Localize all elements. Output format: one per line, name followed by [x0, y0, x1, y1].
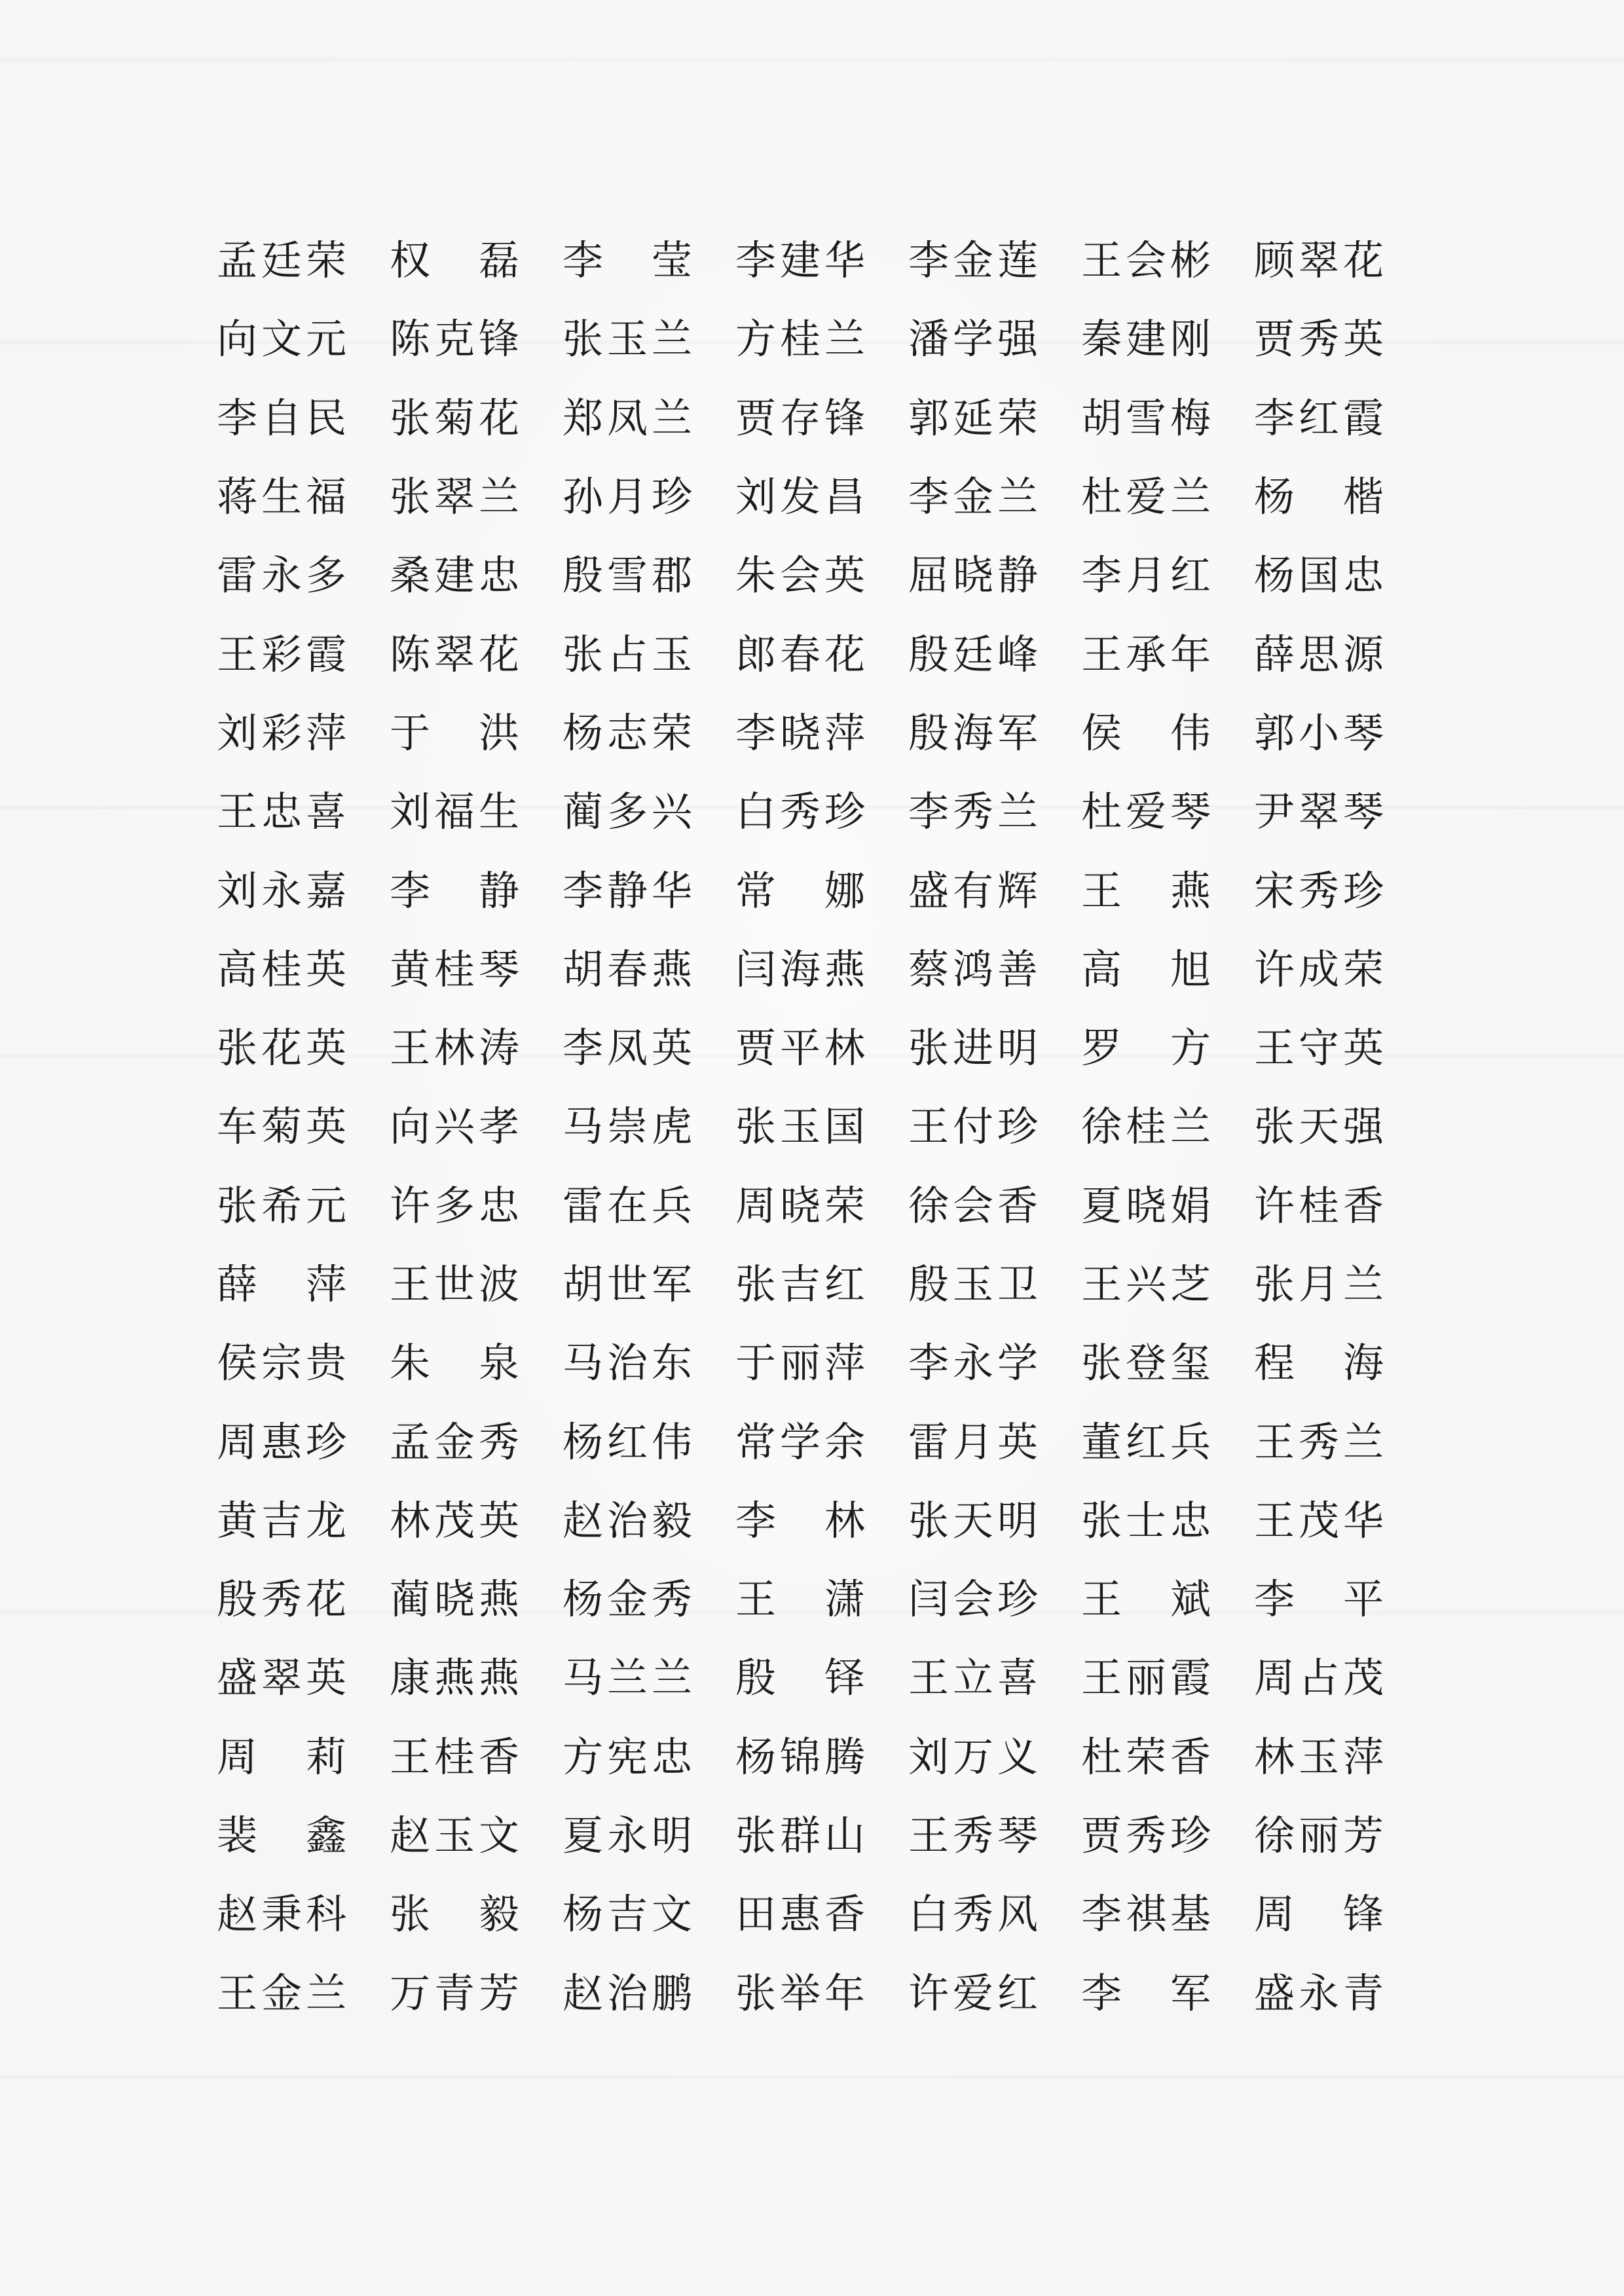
name-entry: 雷 永 多 [216, 551, 346, 600]
name-entry: 李 金 莲 [908, 236, 1038, 285]
name-entry: 张 菊 花 [389, 393, 519, 442]
name-entry: 李 军 [1080, 1969, 1211, 2017]
name-entry: 杨 金 秀 [562, 1575, 692, 1624]
name-entry: 高 桂 英 [216, 945, 346, 993]
name-entry: 殷 雪 郡 [562, 551, 692, 600]
name-entry: 周 锋 [1253, 1890, 1384, 1939]
name-entry: 盛 有 辉 [908, 866, 1038, 915]
name-entry: 白 秀 风 [908, 1890, 1038, 1939]
name-entry: 张 希 元 [216, 1181, 346, 1230]
name-entry: 周 惠 珍 [216, 1417, 346, 1466]
name-entry: 林 玉 萍 [1253, 1732, 1384, 1781]
name-entry: 顾 翠 花 [1253, 236, 1384, 285]
name-entry: 王 世 波 [389, 1260, 519, 1308]
name-entry: 李 月 红 [1080, 551, 1211, 600]
name-entry: 张 玉 兰 [562, 315, 692, 363]
name-entry: 刘 发 昌 [735, 473, 865, 521]
name-entry: 郎 春 花 [735, 630, 865, 678]
name-entry: 陈 翠 花 [389, 630, 519, 678]
name-entry: 赵 治 鹏 [562, 1969, 692, 2017]
name-entry: 李 凤 英 [562, 1024, 692, 1072]
name-entry: 白 秀 珍 [735, 788, 865, 836]
name-entry: 许 桂 香 [1253, 1181, 1384, 1230]
name-entry: 杨 吉 文 [562, 1890, 692, 1939]
name-entry: 蒋 生 福 [216, 473, 346, 521]
name-entry: 李 自 民 [216, 393, 346, 442]
name-entry: 于 洪 [389, 708, 519, 757]
name-entry: 殷 廷 峰 [908, 630, 1038, 678]
name-entry: 王 金 兰 [216, 1969, 346, 2017]
name-entry: 王 秀 琴 [908, 1812, 1038, 1860]
name-entry: 马 崇 虎 [562, 1102, 692, 1151]
name-list-grid [216, 221, 1428, 2033]
name-entry: 杜 爱 琴 [1080, 788, 1211, 836]
name-entry: 屈 晓 静 [908, 551, 1038, 600]
name-entry: 常 娜 [735, 866, 865, 915]
name-entry: 杨 红 伟 [562, 1417, 692, 1466]
name-entry: 王 斌 [1080, 1575, 1211, 1624]
name-entry: 刘 彩 萍 [216, 708, 346, 757]
name-entry: 夏 永 明 [562, 1812, 692, 1860]
name-entry: 贾 秀 珍 [1080, 1812, 1211, 1860]
name-entry: 张 士 忠 [1080, 1496, 1211, 1544]
name-entry: 胡 雪 梅 [1080, 393, 1211, 442]
name-entry: 桑 建 忠 [389, 551, 519, 600]
name-entry: 李 金 兰 [908, 473, 1038, 521]
name-entry: 张 天 明 [908, 1496, 1038, 1544]
name-entry: 杨 锦 腾 [735, 1732, 865, 1781]
name-entry: 王 燕 [1080, 866, 1211, 915]
name-entry: 张 吉 红 [735, 1260, 865, 1308]
name-entry: 孟 廷 荣 [216, 236, 346, 285]
name-entry: 张 登 玺 [1080, 1339, 1211, 1387]
name-entry: 张 天 强 [1253, 1102, 1384, 1151]
name-entry: 向 兴 孝 [389, 1102, 519, 1151]
name-entry: 王 丽 霞 [1080, 1654, 1211, 1702]
name-entry: 秦 建 刚 [1080, 315, 1211, 363]
name-entry: 杨 国 忠 [1253, 551, 1384, 600]
name-entry: 李 祺 基 [1080, 1890, 1211, 1939]
name-entry: 雷 月 英 [908, 1417, 1038, 1466]
name-entry: 周 占 茂 [1253, 1654, 1384, 1702]
name-entry: 常 学 余 [735, 1417, 865, 1466]
name-entry: 闫 会 珍 [908, 1575, 1038, 1624]
name-entry: 盛 翠 英 [216, 1654, 346, 1702]
name-entry: 贾 平 林 [735, 1024, 865, 1072]
name-entry: 刘 万 义 [908, 1732, 1038, 1781]
name-entry: 李 静 华 [562, 866, 692, 915]
name-entry: 张 群 山 [735, 1812, 865, 1860]
name-entry: 王 立 喜 [908, 1654, 1038, 1702]
name-entry: 蔡 鸿 善 [908, 945, 1038, 993]
name-entry: 许 成 荣 [1253, 945, 1384, 993]
name-entry: 张 毅 [389, 1890, 519, 1939]
name-entry: 孙 月 珍 [562, 473, 692, 521]
name-entry: 王 茂 华 [1253, 1496, 1384, 1544]
name-entry: 马 兰 兰 [562, 1654, 692, 1702]
name-entry: 张 花 英 [216, 1024, 346, 1072]
name-entry: 张 举 年 [735, 1969, 865, 2017]
name-entry: 万 青 芳 [389, 1969, 519, 2017]
name-entry: 郑 凤 兰 [562, 393, 692, 442]
name-entry: 董 红 兵 [1080, 1417, 1211, 1466]
name-entry: 张 进 明 [908, 1024, 1038, 1072]
name-entry: 程 海 [1253, 1339, 1384, 1387]
name-entry: 徐 会 香 [908, 1181, 1038, 1230]
name-entry: 李 林 [735, 1496, 865, 1544]
name-entry: 盛 永 青 [1253, 1969, 1384, 2017]
name-entry: 林 茂 英 [389, 1496, 519, 1544]
name-entry: 张 玉 国 [735, 1102, 865, 1151]
name-entry: 蔺 多 兴 [562, 788, 692, 836]
name-entry: 陈 克 锋 [389, 315, 519, 363]
name-entry: 徐 丽 芳 [1253, 1812, 1384, 1860]
name-entry: 车 菊 英 [216, 1102, 346, 1151]
name-entry: 郭 小 琴 [1253, 708, 1384, 757]
name-entry: 许 多 忠 [389, 1181, 519, 1230]
name-entry: 郭 延 荣 [908, 393, 1038, 442]
scan-streak [0, 2075, 1624, 2079]
name-entry: 李 建 华 [735, 236, 865, 285]
name-entry: 于 丽 萍 [735, 1339, 865, 1387]
name-entry: 李 平 [1253, 1575, 1384, 1624]
name-entry: 贾 存 锋 [735, 393, 865, 442]
name-entry: 罗 方 [1080, 1024, 1211, 1072]
name-entry: 李 红 霞 [1253, 393, 1384, 442]
name-entry: 薛 萍 [216, 1260, 346, 1308]
name-entry: 杨 楷 [1253, 473, 1384, 521]
name-entry: 王 守 英 [1253, 1024, 1384, 1072]
name-entry: 赵 秉 科 [216, 1890, 346, 1939]
name-entry: 李 莹 [562, 236, 692, 285]
name-entry: 张 占 玉 [562, 630, 692, 678]
name-entry: 杨 志 荣 [562, 708, 692, 757]
name-entry: 王 潇 [735, 1575, 865, 1624]
name-entry: 刘 永 嘉 [216, 866, 346, 915]
name-entry: 李 秀 兰 [908, 788, 1038, 836]
name-entry: 贾 秀 英 [1253, 315, 1384, 363]
name-entry: 张 翠 兰 [389, 473, 519, 521]
name-entry: 王 忠 喜 [216, 788, 346, 836]
name-entry: 胡 春 燕 [562, 945, 692, 993]
name-entry: 闫 海 燕 [735, 945, 865, 993]
name-entry: 马 治 东 [562, 1339, 692, 1387]
name-entry: 张 月 兰 [1253, 1260, 1384, 1308]
name-entry: 王 付 珍 [908, 1102, 1038, 1151]
name-entry: 杜 荣 香 [1080, 1732, 1211, 1781]
name-entry: 宋 秀 珍 [1253, 866, 1384, 915]
name-entry: 田 惠 香 [735, 1890, 865, 1939]
name-entry: 黄 吉 龙 [216, 1496, 346, 1544]
name-entry: 殷 玉 卫 [908, 1260, 1038, 1308]
name-entry: 王 会 彬 [1080, 236, 1211, 285]
name-entry: 侯 宗 贵 [216, 1339, 346, 1387]
name-entry: 康 燕 燕 [389, 1654, 519, 1702]
name-entry: 徐 桂 兰 [1080, 1102, 1211, 1151]
name-entry: 胡 世 军 [562, 1260, 692, 1308]
name-entry: 杜 爱 兰 [1080, 473, 1211, 521]
name-entry: 李 晓 萍 [735, 708, 865, 757]
name-entry: 方 桂 兰 [735, 315, 865, 363]
name-entry: 刘 福 生 [389, 788, 519, 836]
name-entry: 方 宪 忠 [562, 1732, 692, 1781]
scan-streak [0, 58, 1624, 62]
name-entry: 李 静 [389, 866, 519, 915]
name-entry: 周 晓 荣 [735, 1181, 865, 1230]
name-entry: 权 磊 [389, 236, 519, 285]
name-entry: 李 永 学 [908, 1339, 1038, 1387]
name-entry: 王 林 涛 [389, 1024, 519, 1072]
name-entry: 赵 治 毅 [562, 1496, 692, 1544]
name-entry: 夏 晓 娟 [1080, 1181, 1211, 1230]
name-entry: 殷 秀 花 [216, 1575, 346, 1624]
name-entry: 高 旭 [1080, 945, 1211, 993]
name-entry: 周 莉 [216, 1732, 346, 1781]
name-entry: 蔺 晓 燕 [389, 1575, 519, 1624]
name-entry: 潘 学 强 [908, 315, 1038, 363]
name-entry: 裴 鑫 [216, 1812, 346, 1860]
name-entry: 王 秀 兰 [1253, 1417, 1384, 1466]
name-entry: 殷 铎 [735, 1654, 865, 1702]
name-entry: 薛 思 源 [1253, 630, 1384, 678]
name-entry: 黄 桂 琴 [389, 945, 519, 993]
name-entry: 侯 伟 [1080, 708, 1211, 757]
name-entry: 王 彩 霞 [216, 630, 346, 678]
name-entry: 雷 在 兵 [562, 1181, 692, 1230]
name-entry: 王 承 年 [1080, 630, 1211, 678]
name-entry: 王 兴 芝 [1080, 1260, 1211, 1308]
name-entry: 殷 海 军 [908, 708, 1038, 757]
name-entry: 许 爱 红 [908, 1969, 1038, 2017]
name-entry: 朱 泉 [389, 1339, 519, 1387]
name-entry: 尹 翠 琴 [1253, 788, 1384, 836]
name-entry: 朱 会 英 [735, 551, 865, 600]
name-entry: 孟 金 秀 [389, 1417, 519, 1466]
name-entry: 王 桂 香 [389, 1732, 519, 1781]
name-entry: 向 文 元 [216, 315, 346, 363]
name-entry: 赵 玉 文 [389, 1812, 519, 1860]
